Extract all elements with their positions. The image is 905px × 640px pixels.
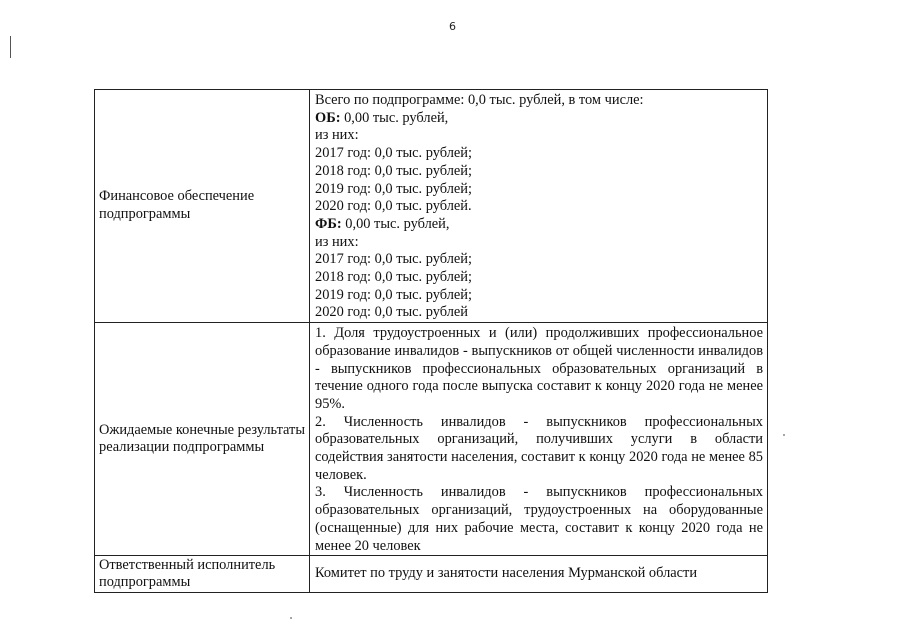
ob-code: ОБ:	[315, 109, 341, 126]
ob-of-which: из них:	[315, 127, 359, 144]
row-label-results: Ожидаемые конечные результаты реализации подпрограммы	[95, 323, 310, 556]
result-item: 3. Численность инвалидов - выпускников профессиональных образовательных организаций, трудоустроенных на оборудованные (оснащенные) для них рабочие места, составит к концу 2020 года не менее 20 человек	[315, 484, 763, 554]
scan-speck	[783, 434, 785, 436]
scan-speck	[290, 617, 292, 619]
fb-year-line: 2020 год: 0,0 тыс. рублей	[315, 304, 468, 321]
executor-value: Комитет по труду и занятости населения Мурманской области	[310, 556, 768, 593]
page-number: 6	[449, 20, 456, 33]
table-row	[95, 90, 768, 323]
ob-year-line: 2018 год: 0,0 тыс. рублей;	[315, 162, 472, 179]
fb-year-line: 2017 год: 0,0 тыс. рублей;	[315, 251, 472, 268]
result-item: 2. Численность инвалидов - выпускников профессиональных образовательных организаций, получивших услуги в области содействия занятости населения, составит к концу 2020 года не менее 85 человек.	[315, 413, 763, 483]
financing-ob-line	[315, 110, 763, 128]
ob-amount: 0,00 тыс. рублей,	[340, 109, 449, 126]
ob-year-line: 2019 год: 0,0 тыс. рублей;	[315, 180, 472, 197]
result-item: 1. Доля трудоустроенных и (или) продолживших профессиональное образование инвалидов - выпускников от общей численности инвалидов - выпускников профессиональных образовательных организаций в течение одного года после выпуска составит к концу 2020 года не менее 95%.	[315, 325, 763, 412]
table-row	[95, 323, 768, 556]
fb-year-line: 2019 год: 0,0 тыс. рублей;	[315, 286, 472, 303]
financing-cell	[310, 90, 768, 323]
passport-table	[94, 89, 768, 593]
table-row	[95, 556, 768, 593]
fb-year-line: 2018 год: 0,0 тыс. рублей;	[315, 269, 472, 286]
row-label-executor: Ответственный исполнитель подпрограммы	[95, 556, 310, 593]
financing-total: Всего по подпрограмме: 0,0 тыс. рублей, в том числе:	[315, 92, 644, 108]
fb-amount: 0,00 тыс. рублей,	[341, 215, 450, 232]
row-label-financing: Финансовое обеспечение подпрограммы	[95, 90, 310, 323]
ob-year-line: 2020 год: 0,0 тыс. рублей.	[315, 198, 472, 215]
scan-margin-mark	[10, 36, 11, 58]
fb-of-which: из них:	[315, 233, 359, 250]
financing-fb-line	[315, 216, 763, 234]
ob-year-line: 2017 год: 0,0 тыс. рублей;	[315, 145, 472, 162]
fb-code: ФБ:	[315, 215, 342, 232]
results-cell	[310, 323, 768, 556]
